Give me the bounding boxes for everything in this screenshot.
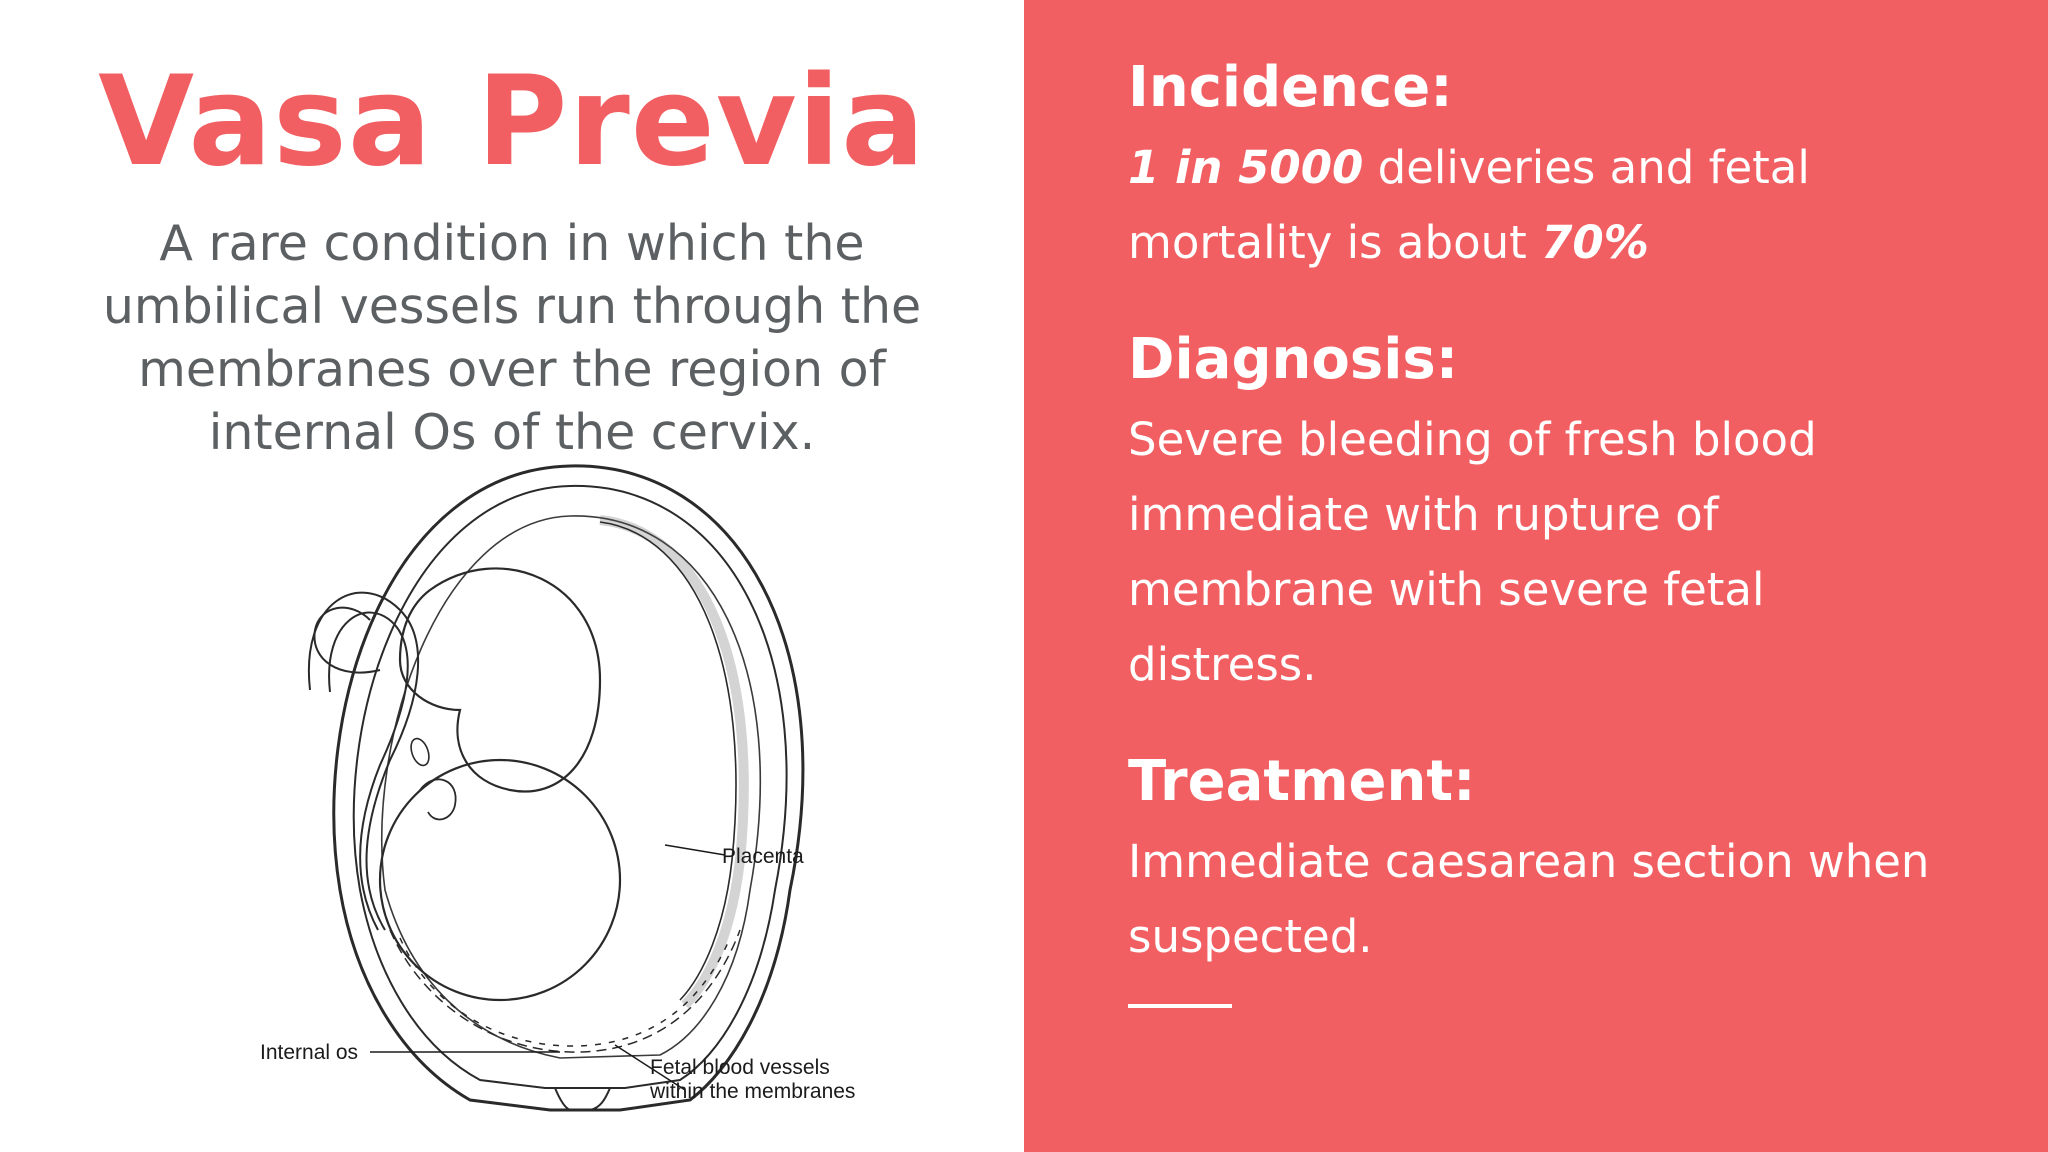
treatment-section [1128, 748, 1988, 974]
treatment-heading: Treatment: [1128, 749, 1476, 814]
diagnosis-section [1128, 326, 1988, 702]
fetus-body [400, 568, 600, 791]
internal-os-label: Internal os [260, 1041, 359, 1064]
placenta-label: Placenta [722, 845, 804, 868]
diagnosis-text: Severe bleeding of fresh blood immediate with rupture of membrane with severe fetal distress. [1128, 413, 1817, 691]
vasa-previa-illustration [260, 460, 890, 1110]
definition-text: A rare condition in which the umbilical vessels run through the membranes over the region of internal Os of the cervix. [102, 215, 922, 461]
accent-divider [1128, 1004, 1232, 1008]
placenta-shape [600, 520, 744, 1005]
mortality-rate: 70% [1541, 216, 1649, 269]
incidence-middle: deliveries and fetal mortality is about [1128, 141, 1810, 269]
incidence-section [1128, 54, 1988, 280]
incidence-text [1128, 130, 1988, 280]
fetus-head [380, 760, 620, 1000]
uterus-outer-wall [334, 466, 803, 1110]
uterus-diagram [260, 460, 890, 1110]
slide-title: Vasa Previa [98, 50, 926, 194]
incidence-heading: Incidence: [1128, 55, 1453, 120]
diagnosis-heading: Diagnosis: [1128, 327, 1459, 392]
vessels-label-line1: Fetal blood vessels [650, 1056, 830, 1079]
incidence-rate: 1 in 5000 [1128, 141, 1364, 194]
vessels-label-line2: within the membranes [650, 1080, 856, 1103]
treatment-text: Immediate caesarean section when suspected. [1128, 835, 1930, 963]
uterus-inner-wall [354, 486, 787, 1088]
